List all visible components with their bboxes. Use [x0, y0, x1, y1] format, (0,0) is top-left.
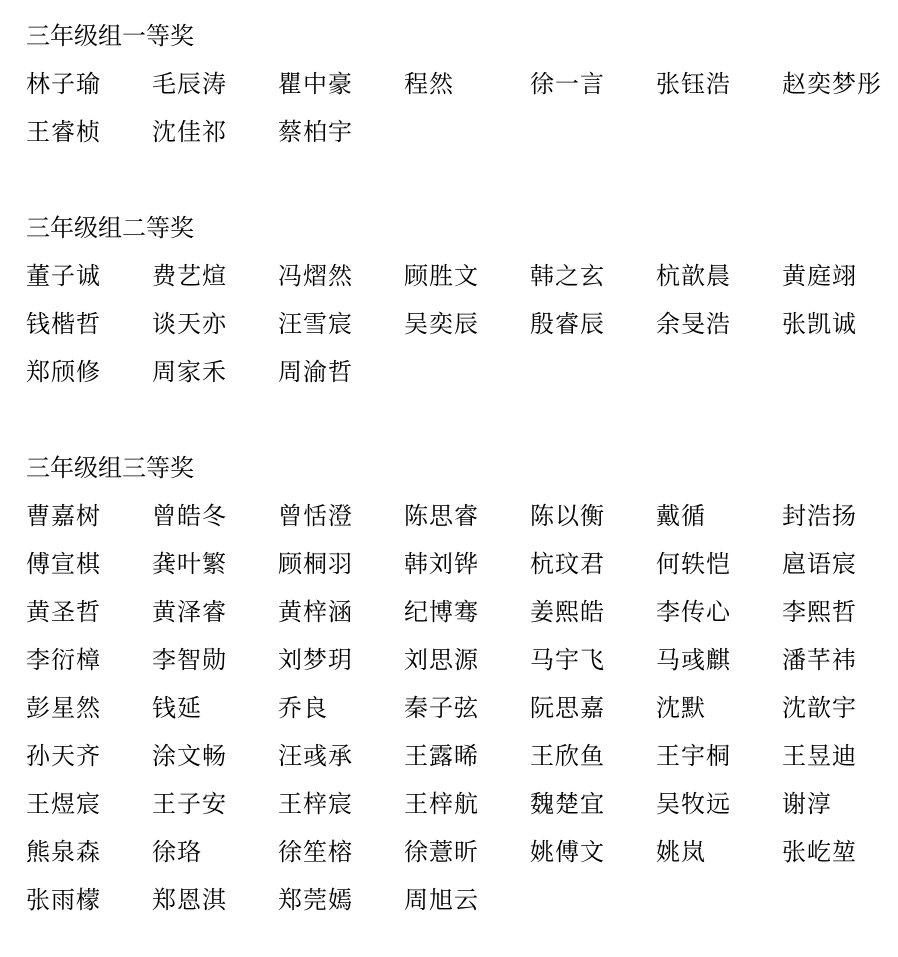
name-item: 李智勋 — [152, 646, 227, 674]
name-list — [26, 252, 886, 396]
name-item: 徐笙榕 — [278, 838, 353, 866]
name-item: 郑莞嫣 — [278, 886, 353, 914]
name-item: 费艺煊 — [152, 262, 227, 290]
name-item: 王梓宸 — [278, 790, 353, 818]
section-spacer — [26, 396, 886, 444]
name-item: 李熙哲 — [782, 598, 857, 626]
name-item: 郑颀修 — [26, 358, 101, 386]
name-item: 汪彧承 — [278, 742, 353, 770]
name-item: 李传心 — [656, 598, 731, 626]
name-item: 封浩扬 — [782, 502, 857, 530]
name-item: 何轶恺 — [656, 550, 731, 578]
name-item: 王睿桢 — [26, 118, 101, 146]
name-item: 张雨檬 — [26, 886, 101, 914]
name-item: 沈歆宇 — [782, 694, 857, 722]
name-item: 熊泉森 — [26, 838, 101, 866]
name-item: 马宇飞 — [530, 646, 605, 674]
name-item: 吴牧远 — [656, 790, 731, 818]
name-item: 顾桐羽 — [278, 550, 353, 578]
section-title: 三年级组二等奖 — [26, 214, 194, 242]
name-item: 王昱迪 — [782, 742, 857, 770]
name-item: 冯熠然 — [278, 262, 353, 290]
name-item: 谢淳 — [782, 790, 832, 818]
name-item: 汪雪宸 — [278, 310, 353, 338]
name-item: 涂文畅 — [152, 742, 227, 770]
name-item: 秦子弦 — [404, 694, 479, 722]
section-title: 三年级组三等奖 — [26, 454, 194, 482]
name-item: 曾恬澄 — [278, 502, 353, 530]
name-item: 姜熙皓 — [530, 598, 605, 626]
name-item: 王欣鱼 — [530, 742, 605, 770]
name-item: 郑恩淇 — [152, 886, 227, 914]
name-item: 周旭云 — [404, 886, 479, 914]
section-title: 三年级组一等奖 — [26, 22, 194, 50]
name-item: 吴奕辰 — [404, 310, 479, 338]
name-item: 黄圣哲 — [26, 598, 101, 626]
name-item: 龚叶繁 — [152, 550, 227, 578]
name-item: 戴循 — [656, 502, 706, 530]
name-item: 潘芊祎 — [782, 646, 857, 674]
name-item: 王宇桐 — [656, 742, 731, 770]
name-item: 谈天亦 — [152, 310, 227, 338]
name-item: 王煜宸 — [26, 790, 101, 818]
name-item: 王露晞 — [404, 742, 479, 770]
name-item: 徐一言 — [530, 70, 605, 98]
name-item: 蔡柏宇 — [278, 118, 353, 146]
name-item: 纪博骞 — [404, 598, 479, 626]
name-item: 沈佳祁 — [152, 118, 227, 146]
name-item: 杭玟君 — [530, 550, 605, 578]
name-item: 顾胜文 — [404, 262, 479, 290]
name-list — [26, 60, 886, 156]
name-item: 曾皓冬 — [152, 502, 227, 530]
section-first-prize — [26, 12, 886, 156]
name-item: 刘梦玥 — [278, 646, 353, 674]
name-item: 黄庭翊 — [782, 262, 857, 290]
name-item: 魏楚宜 — [530, 790, 605, 818]
name-item: 黄梓涵 — [278, 598, 353, 626]
name-list — [26, 492, 886, 924]
name-item: 陈以衡 — [530, 502, 605, 530]
name-item: 张钰浩 — [656, 70, 731, 98]
name-item: 姚傅文 — [530, 838, 605, 866]
name-item: 赵奕梦彤 — [782, 70, 882, 98]
name-item: 刘思源 — [404, 646, 479, 674]
name-item: 余旻浩 — [656, 310, 731, 338]
name-item: 陈思睿 — [404, 502, 479, 530]
name-item: 张凯诚 — [782, 310, 857, 338]
name-item: 韩刘铧 — [404, 550, 479, 578]
name-item: 董子诚 — [26, 262, 101, 290]
name-item: 彭星然 — [26, 694, 101, 722]
name-item: 马彧麒 — [656, 646, 731, 674]
name-item: 乔良 — [278, 694, 328, 722]
name-item: 黄泽睿 — [152, 598, 227, 626]
name-item: 曹嘉树 — [26, 502, 101, 530]
name-item: 扈语宸 — [782, 550, 857, 578]
name-item: 徐薏昕 — [404, 838, 479, 866]
name-item: 沈默 — [656, 694, 706, 722]
name-item: 孙天齐 — [26, 742, 101, 770]
name-item: 程然 — [404, 70, 454, 98]
name-item: 阮思嘉 — [530, 694, 605, 722]
name-item: 周渝哲 — [278, 358, 353, 386]
name-item: 杭歆晨 — [656, 262, 731, 290]
name-item: 毛辰涛 — [152, 70, 227, 98]
name-item: 姚岚 — [656, 838, 706, 866]
name-item: 王梓航 — [404, 790, 479, 818]
name-item: 钱延 — [152, 694, 202, 722]
name-item: 钱楷哲 — [26, 310, 101, 338]
name-item: 瞿中豪 — [278, 70, 353, 98]
name-item: 殷睿辰 — [530, 310, 605, 338]
section-second-prize — [26, 204, 886, 396]
section-third-prize — [26, 444, 886, 924]
name-item: 李衍樟 — [26, 646, 101, 674]
name-item: 张屹堃 — [782, 838, 857, 866]
section-spacer — [26, 156, 886, 204]
name-item: 傅宣棋 — [26, 550, 101, 578]
award-list-document — [26, 12, 886, 924]
name-item: 周家禾 — [152, 358, 227, 386]
name-item: 王子安 — [152, 790, 227, 818]
name-item: 韩之玄 — [530, 262, 605, 290]
name-item: 林子瑜 — [26, 70, 101, 98]
name-item: 徐珞 — [152, 838, 202, 866]
